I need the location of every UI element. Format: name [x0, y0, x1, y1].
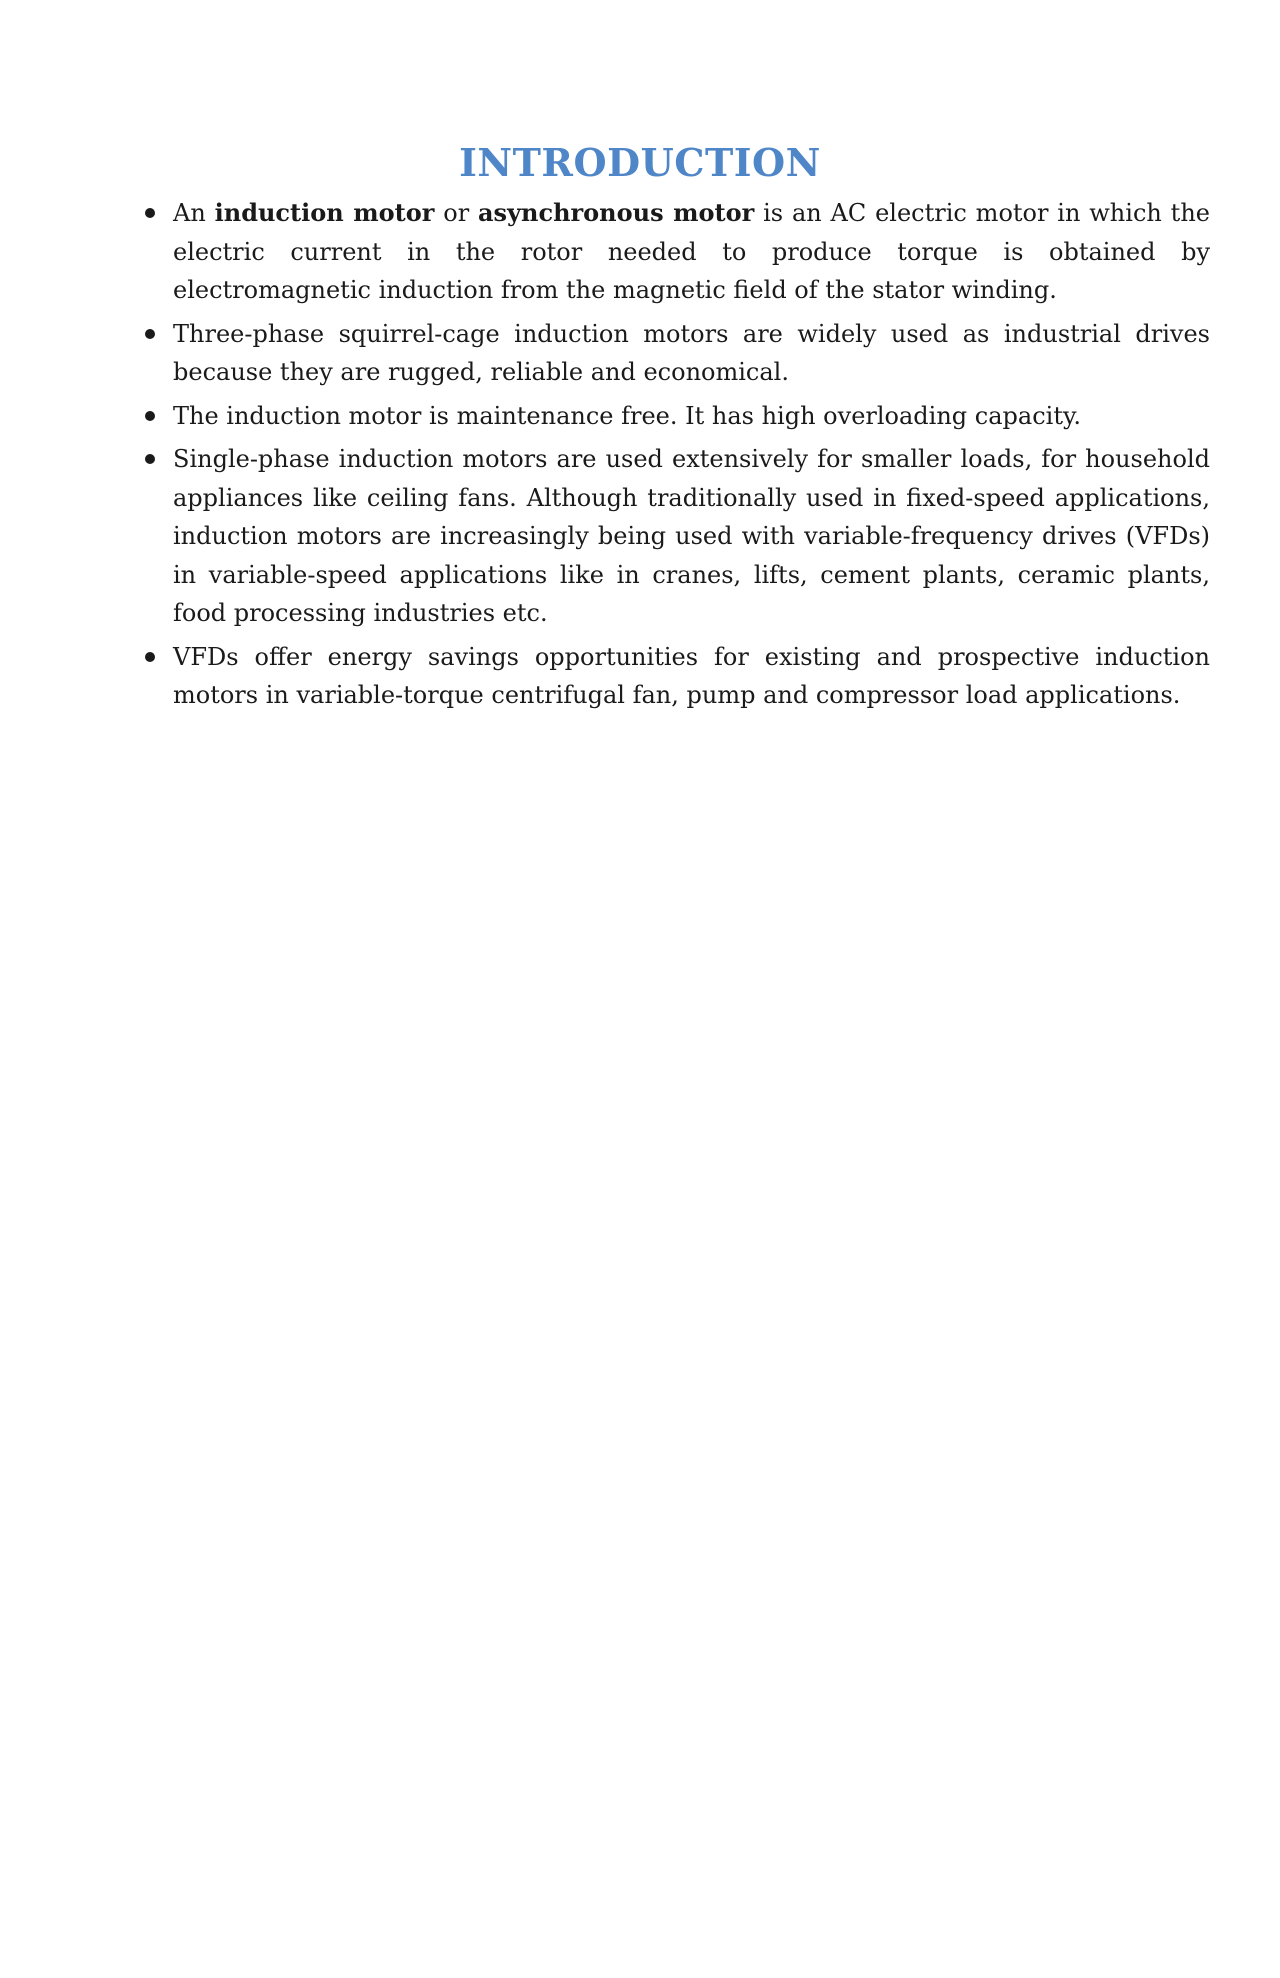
bullet-icon — [145, 329, 155, 339]
page-title: INTRODUCTION — [459, 140, 821, 185]
bullet-text: The induction motor is maintenance free. It has high overloading capacity. — [173, 401, 1081, 430]
bullet-text: Single-phase induction motors are used extensively for smaller loads, for household appliances like ceiling fans. Although traditionally used in fixed-speed applications, induction motors are increasingly being used with variable-frequency drives (VFDs) in variable-speed applications like in cranes, lifts, cement plants, ceramic plants, food processing industries etc. — [173, 445, 1210, 627]
bullet-text-pre: An — [173, 199, 215, 227]
bullet-text: Three-phase squirrel-cage induction motors are widely used as industrial drives because they are rugged, reliable and economical. — [173, 319, 1210, 386]
bullet-icon — [145, 652, 155, 662]
bullet-list — [173, 194, 1210, 720]
bullet-text-post: is an AC electric motor in which the electric current in the rotor needed to produce torque is obtained by electromagnetic induction from the magnetic field of the stator winding. — [173, 199, 1210, 304]
term-asynchronous-motor: asynchronous motor — [478, 198, 755, 227]
bullet-text: VFDs offer energy savings opportunities for existing and prospective induction motors in variable-torque centrifugal fan, pump and compressor load applications. — [173, 642, 1210, 709]
bullet-item-single-phase — [173, 440, 1210, 633]
bullet-text-mid: or — [434, 199, 478, 227]
bullet-item-vfd-savings — [173, 638, 1210, 715]
term-induction-motor: induction motor — [214, 198, 435, 227]
bullet-icon — [145, 411, 155, 421]
bullet-item-three-phase — [173, 315, 1210, 392]
bullet-icon — [145, 208, 155, 218]
bullet-item-definition — [173, 194, 1210, 310]
bullet-icon — [145, 454, 155, 464]
bullet-item-maintenance — [173, 397, 1210, 436]
